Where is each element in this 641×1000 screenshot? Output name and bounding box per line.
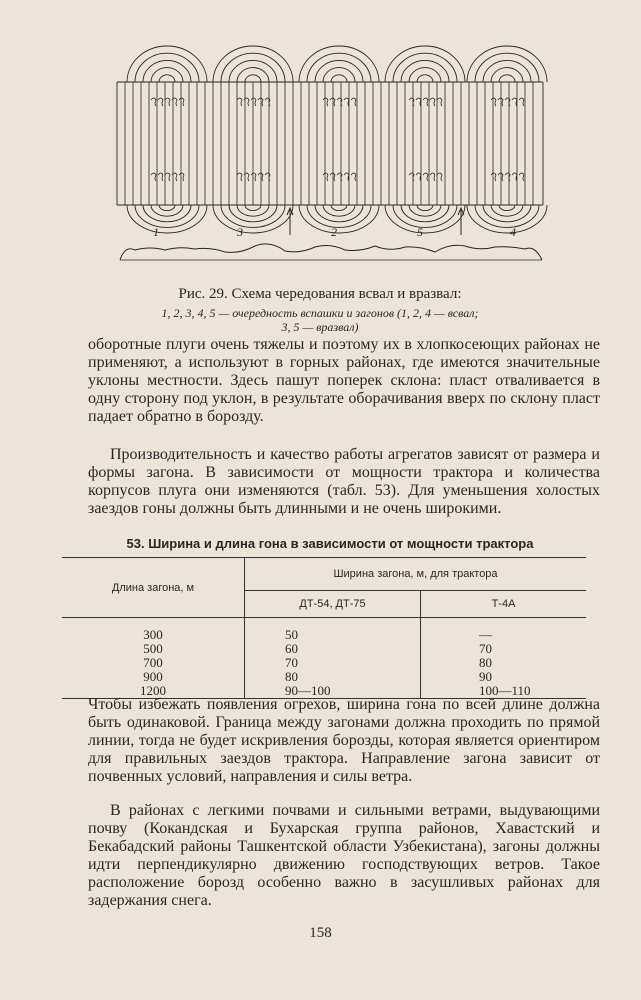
table-title: 53. Ширина и длина гона в зависимости от мощности трактора	[126, 536, 534, 551]
col-header-width-group: Ширина загона, м, для трактора	[245, 558, 587, 591]
table-row: 500 60 70	[62, 642, 586, 656]
table-row: 300 50 —	[62, 618, 586, 643]
paragraph-2: Производительность и качество работы агрегатов зависят от размера и формы загона. В зависимости от мощности трактора и количества корпусов плуга они изменяются (табл. 53). Для уменьшения холостых заездов гоны должны быть длинными и не очень широкими.	[88, 446, 600, 517]
table-row: 900 80 90	[62, 670, 586, 684]
plowing-scheme-figure	[95, 40, 555, 280]
paragraph-1: оборотные плуги очень тяжелы и поэтому их в хлопкосеющих районах не применяют, а используют в горных районах, где имеются значительные уклоны местности. Здесь пашут поперек склона: пласт отваливается в одну сторону под уклон, в результате оборачивания вверх по склону пласт падает обратно в борозду.	[88, 336, 600, 425]
zagon-label-5: 5	[417, 225, 423, 239]
figure-caption-line1: 1, 2, 3, 4, 5 — очередность вспашки и загонов (1, 2, 4 — всвал;	[161, 306, 479, 320]
col-header-tractor-1: ДТ-54, ДТ-75	[245, 591, 421, 618]
col-header-length: Длина загона, м	[62, 558, 245, 618]
figure-caption-title: Рис. 29. Схема чередования всвал и вразвал:	[178, 286, 462, 302]
page-number: 158	[309, 925, 332, 941]
width-length-table	[62, 557, 586, 699]
zagon-label-2: 2	[331, 225, 337, 239]
paragraph-3: Чтобы избежать появления огрехов, ширина гона по всей длине должна быть одинаковой. Граница между загонами должна проходить по прямой линии, тогда не будет искривления борозды, которая является ориентиром для правильных заездов трактора. Направление загона зависит от почвенных условий, направления и силы ветра.	[88, 696, 600, 785]
table-row: 1200 90—100 100—110	[62, 684, 586, 699]
col-header-tractor-2: Т-4А	[421, 591, 587, 618]
zagon-label-4: 4	[510, 225, 516, 239]
paragraph-4: В районах с легкими почвами и сильными ветрами, выдувающими почву (Кокандская и Бухарская группа районов, Хавастский и Бекабадский районы Ташкентской области Узбекистана), загоны должны идти перпендикулярно движению господствующих ветров. Такое расположение борозд особенно важно в засушливых районах для задержания снега.	[88, 802, 600, 909]
table-row: 700 70 80	[62, 656, 586, 670]
figure-caption-line2: 3, 5 — вразвал)	[281, 320, 359, 334]
soil-profile	[120, 244, 542, 260]
zagon-label-1: 1	[153, 225, 159, 239]
zagon-label-3: 3	[237, 225, 243, 239]
